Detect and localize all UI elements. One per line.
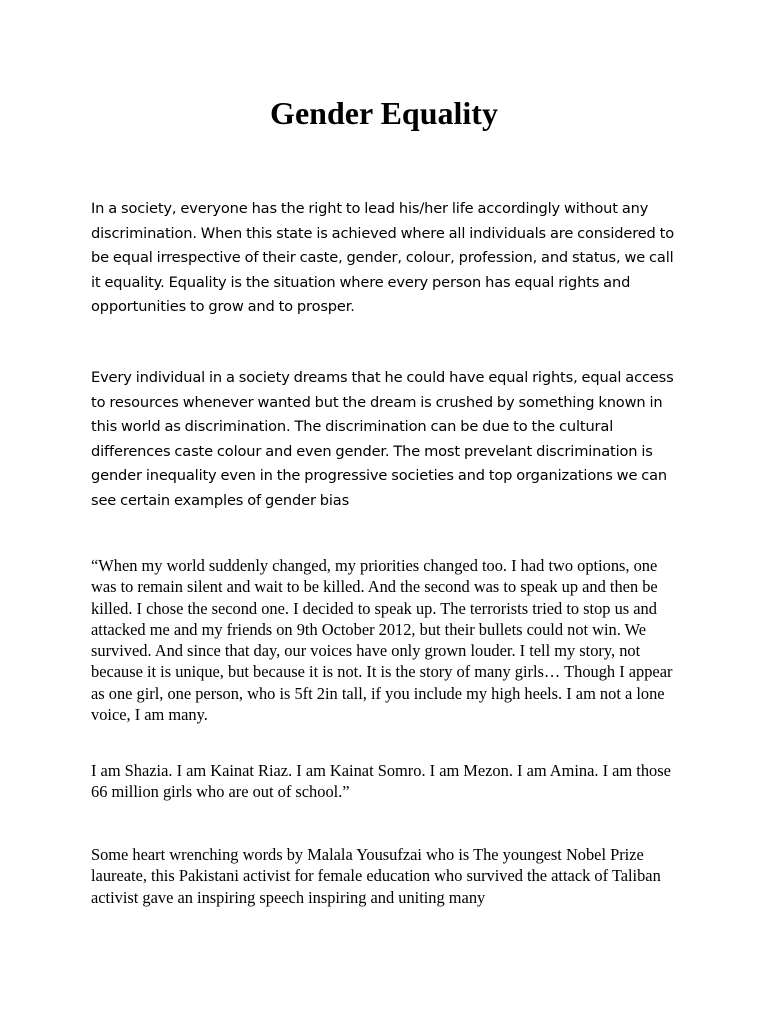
quote-paragraph-malala: “When my world suddenly changed, my priorities changed too. I had two options, one was to remain silent and wait to be killed. And the second was to speak up and then be killed. I chose the second one. I decided to speak up. The terrorists tried to stop us and attacked me and my friends on 9th October 2012, but their bullets could not win. We survived. And since that day, our voices have only grown louder. I tell my story, not because it is unique, but because it is not. It is the story of many girls… Though I appear as one girl, one person, who is 5ft 2in tall, if you include my high heels. I am not a lone voice, I am many. [91, 556, 673, 725]
paragraph-discrimination: Every individual in a society dreams that he could have equal rights, equal access to resources whenever wanted but the dream is crushed by something known in this world as discrimination. The discrimination can be due to the cultural differences caste colour and even gender. The most prevelant discrimination is gender inequality even in the progressive societies and top organizations we can see certain examples of gender bias [91, 369, 674, 509]
document-title: Gender Equality [270, 95, 498, 131]
paragraph-equality-definition: In a society, everyone has the right to lead his/her life accordingly without any discrimination. When this state is achieved where all individuals are considered to be equal irrespective of their caste, gender, colour, profession, and status, we call it equality. Equality is the situation where every person has equal rights and opportunities to grow and to prosper. [91, 200, 675, 315]
quote-paragraph-girls: I am Shazia. I am Kainat Riaz. I am Kainat Somro. I am Mezon. I am Amina. I am those 66 million girls who are out of school.” [91, 761, 671, 802]
paragraph-malala-description: Some heart wrenching words by Malala Yousufzai who is The youngest Nobel Prize laureate, this Pakistani activist for female education who survived the attack of Taliban activist gave an inspiring speech inspiring and uniting many [91, 845, 661, 907]
